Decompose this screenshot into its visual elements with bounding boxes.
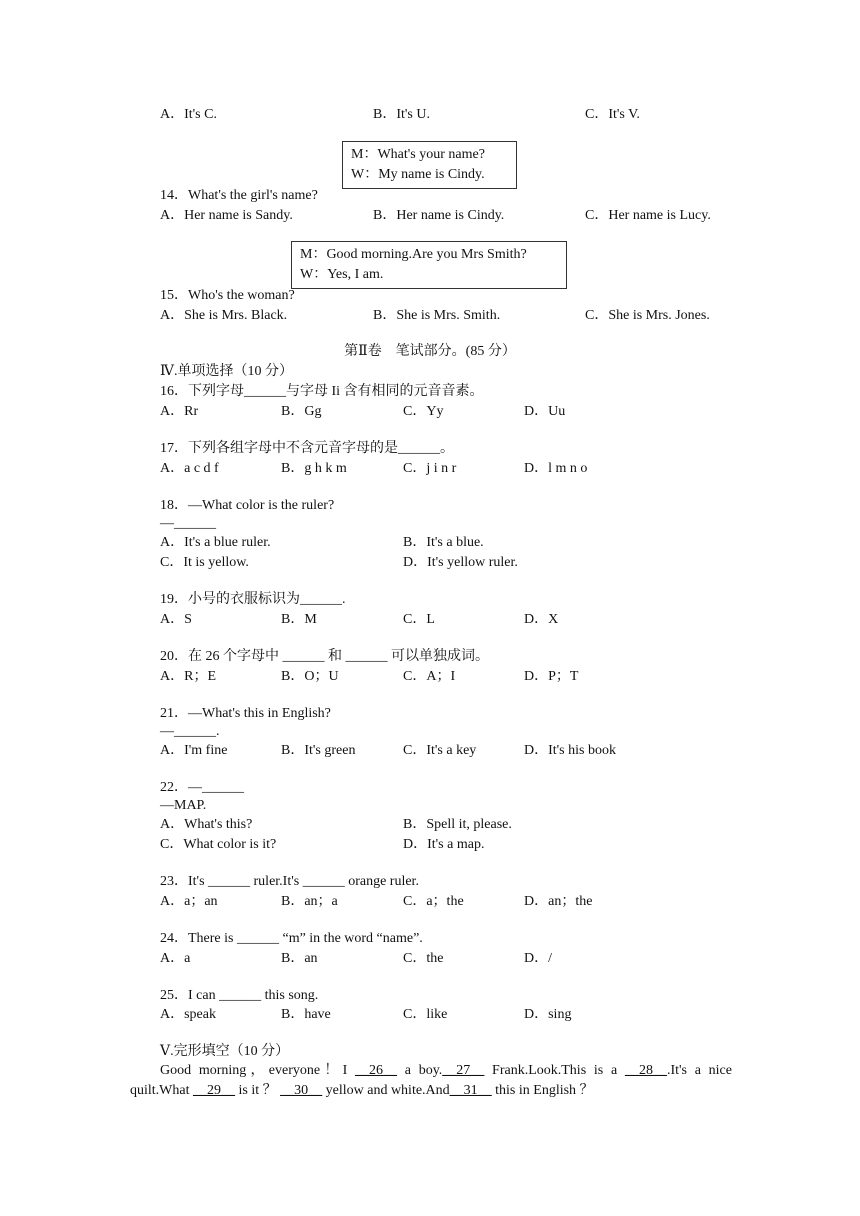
dialog-14-woman-line: W：My name is Cindy.	[351, 167, 485, 182]
q20-option-a: A．R；E	[160, 669, 216, 684]
q18-option-c: C．It is yellow.	[160, 555, 249, 570]
q22-answer-line: —MAP.	[160, 798, 207, 813]
q18-stem: 18．—What color is the ruler?	[160, 498, 335, 513]
cloze-text-1: Good morning，everyone！I	[160, 1063, 355, 1078]
cloze-paragraph	[130, 1061, 732, 1101]
q18-option-a: A．It's a blue ruler.	[160, 535, 271, 550]
q24-stem: 24．There is ______ “m” in the word “name”.	[160, 931, 423, 946]
cloze-blank-28: __28__	[624, 1063, 667, 1078]
q17-option-c: C．j i n r	[403, 461, 457, 476]
q14-option-b: B．Her name is Cindy.	[373, 208, 505, 223]
part2-title: 第Ⅱ卷 笔试部分。(85 分）	[344, 344, 516, 359]
q24-option-b: B．an	[281, 951, 318, 966]
q23-stem: 23．It's ______ ruler.It's ______ orange ruler.	[160, 874, 419, 889]
cloze-blank-30: __30__	[280, 1083, 323, 1098]
dialog-box-14	[342, 141, 517, 189]
section5-title: Ⅴ.完形填空（10 分）	[160, 1044, 290, 1059]
q19-option-c: C．L	[403, 612, 435, 627]
dialog-box-15	[291, 241, 567, 289]
q25-option-c: C．like	[403, 1007, 448, 1022]
q23-option-d: D．an；the	[524, 894, 593, 909]
q20-stem: 20．在 26 个字母中 ______ 和 ______ 可以单独成词。	[160, 649, 489, 664]
q20-option-c: C．A；I	[403, 669, 456, 684]
q17-option-a: A．a c d f	[160, 461, 219, 476]
q25-option-d: D．sing	[524, 1007, 572, 1022]
q18-option-d: D．It's yellow ruler.	[403, 555, 518, 570]
cloze-blank-27: __27__	[442, 1063, 485, 1078]
q16-option-d: D．Uu	[524, 404, 566, 419]
cloze-blank-29: __29__	[193, 1083, 235, 1098]
q16-option-b: B．Gg	[281, 404, 322, 419]
q22-option-c: C．What color is it?	[160, 837, 277, 852]
q15-option-b: B．She is Mrs. Smith.	[373, 308, 501, 323]
q14-option-a: A．Her name is Sandy.	[160, 208, 293, 223]
q21-stem: 21．—What's this in English?	[160, 706, 331, 721]
q15-option-c: C．She is Mrs. Jones.	[585, 308, 710, 323]
q17-option-d: D．l m n o	[524, 461, 588, 476]
q17-stem: 17．下列各组字母中不含元音字母的是______。	[160, 441, 454, 456]
q22-option-d: D．It's a map.	[403, 837, 485, 852]
q25-option-b: B．have	[281, 1007, 331, 1022]
q24-option-a: A．a	[160, 951, 191, 966]
q23-option-c: C．a；the	[403, 894, 464, 909]
dialog-15-man-line: M：Good morning.Are you Mrs Smith?	[300, 247, 527, 262]
section4-title: Ⅳ.单项选择（10 分）	[160, 364, 293, 379]
cloze-text-3: Frank.Look.This is a	[484, 1063, 625, 1078]
q21-option-d: D．It's his book	[524, 743, 616, 758]
q18-option-b: B．It's a blue.	[403, 535, 484, 550]
q17-option-b: B．g h k m	[281, 461, 347, 476]
q21-option-b: B．It's green	[281, 743, 356, 758]
q14-stem: 14．What's the girl's name?	[160, 188, 318, 203]
q14-option-c: C．Her name is Lucy.	[585, 208, 711, 223]
q23-option-b: B．an；a	[281, 894, 338, 909]
q15-option-a: A．She is Mrs. Black.	[160, 308, 288, 323]
q16-option-c: C．Yy	[403, 404, 444, 419]
q13-option-b: B．It's U.	[373, 107, 430, 122]
q25-option-a: A．speak	[160, 1007, 216, 1022]
q25-stem: 25．I can ______ this song.	[160, 988, 319, 1003]
cloze-text-4: .It's a nice quilt.What	[130, 1063, 732, 1098]
q15-stem: 15．Who's the woman?	[160, 288, 295, 303]
q22-option-a: A．What's this?	[160, 817, 253, 832]
q23-option-a: A．a；an	[160, 894, 218, 909]
q21-option-c: C．It's a key	[403, 743, 477, 758]
q19-option-a: A．S	[160, 612, 192, 627]
q19-option-b: B．M	[281, 612, 317, 627]
q16-stem: 16．下列字母______与字母 Ii 含有相同的元音音素。	[160, 384, 484, 399]
q13-option-a: A．It's C.	[160, 107, 217, 122]
q13-option-c: C．It's V.	[585, 107, 640, 122]
cloze-text-2: a boy.	[397, 1063, 443, 1078]
q24-option-c: C．the	[403, 951, 444, 966]
q18-answer-line: —______	[160, 516, 216, 531]
cloze-blank-31: __31__	[449, 1083, 492, 1098]
q19-option-d: D．X	[524, 612, 559, 627]
q21-option-a: A．I'm fine	[160, 743, 228, 758]
q16-option-a: A．Rr	[160, 404, 199, 419]
dialog-15-woman-line: W：Yes, I am.	[300, 267, 384, 282]
q20-option-b: B．O；U	[281, 669, 339, 684]
q20-option-d: D．P；T	[524, 669, 579, 684]
q21-answer-line: —______.	[160, 724, 220, 739]
cloze-text-7: this in English ？	[491, 1083, 594, 1098]
q22-stem: 22．—______	[160, 780, 244, 795]
cloze-text-6: yellow and white.And	[322, 1083, 450, 1098]
q22-option-b: B．Spell it, please.	[403, 817, 512, 832]
dialog-14-man-line: M：What's your name?	[351, 147, 485, 162]
q24-option-d: D．/	[524, 951, 552, 966]
cloze-blank-26: __26__	[355, 1063, 397, 1078]
cloze-text-5: is it ？	[235, 1083, 281, 1098]
q19-stem: 19．小号的衣服标识为______.	[160, 592, 346, 607]
